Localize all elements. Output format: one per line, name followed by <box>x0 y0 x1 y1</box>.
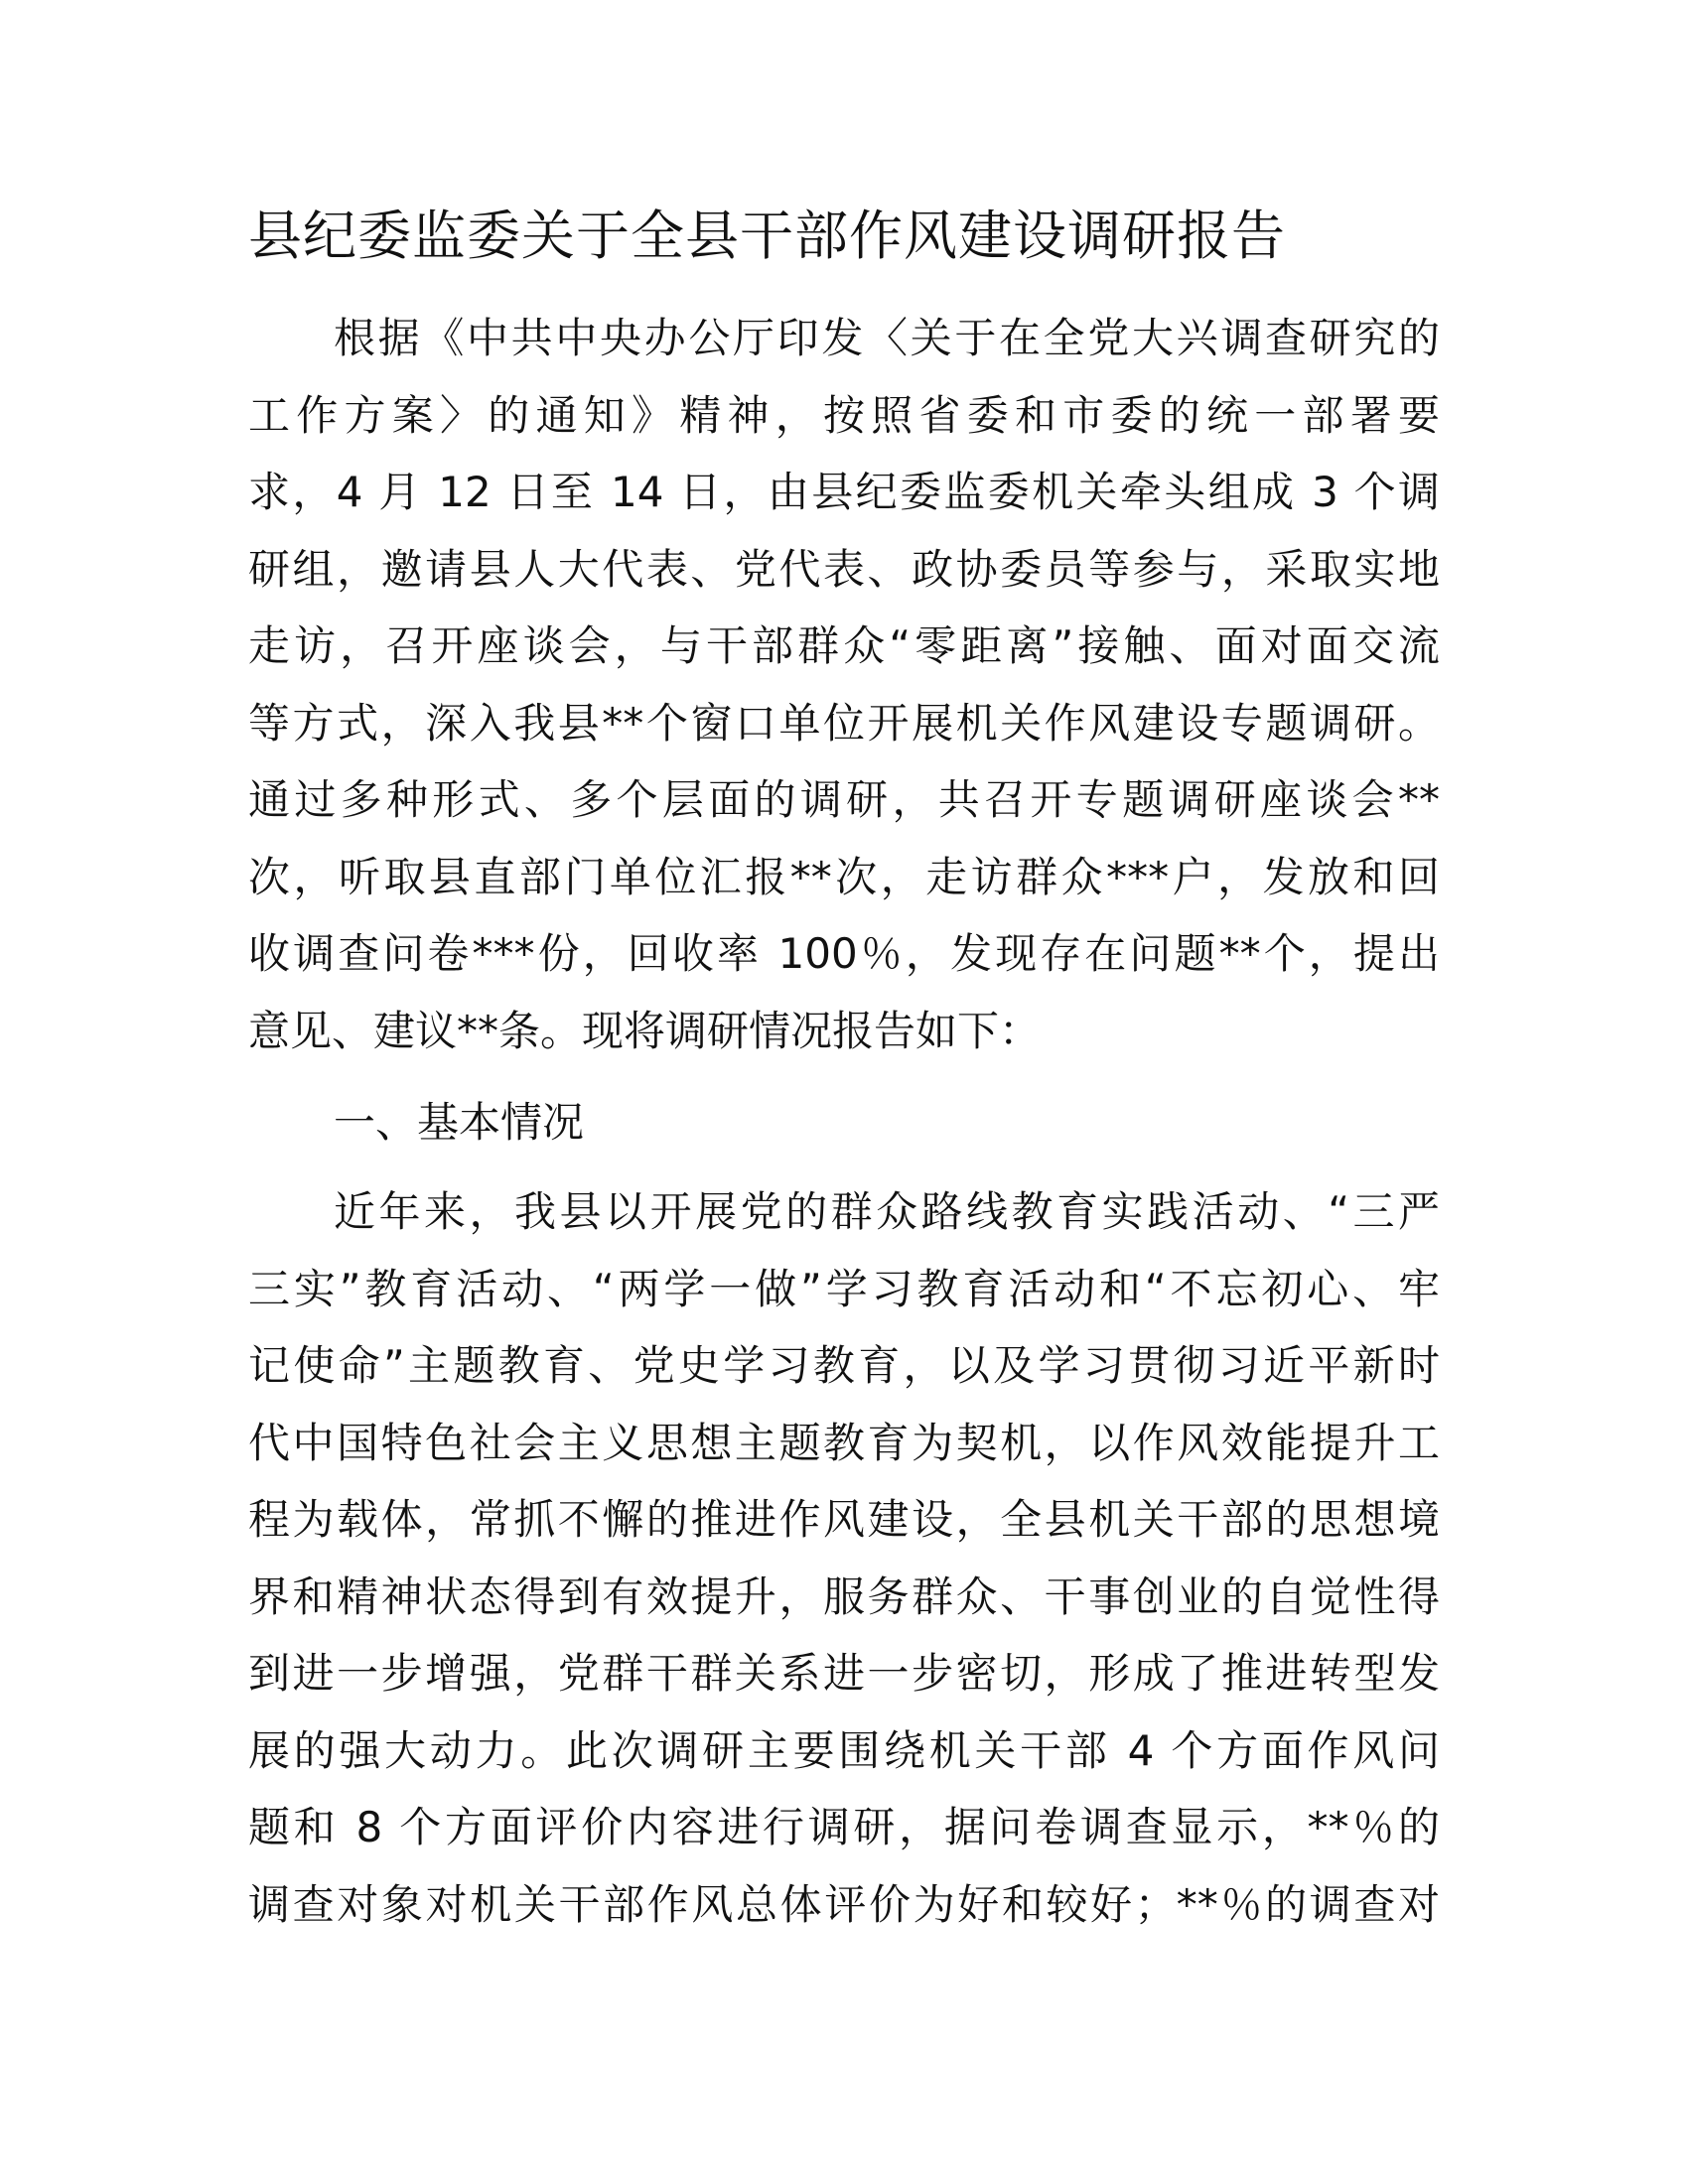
text-line: 工作方案〉的通知》精神，按照省委和市委的统一部署要 <box>248 390 1440 440</box>
text-line: 近年来，我县以开展党的群众路线教育实践活动、“三严 <box>334 1187 1440 1236</box>
text-line: 通过多种形式、多个层面的调研，共召开专题调研座谈会** <box>248 775 1440 824</box>
text-line: 意见、建议**条。现将调研情况报告如下： <box>248 1006 1042 1055</box>
text-line: 代中国特色社会主义思想主题教育为契机，以作风效能提升工 <box>248 1418 1440 1467</box>
text-line: 根据《中共中央办公厅印发〈关于在全党大兴调查研究的 <box>334 314 1440 362</box>
section-heading <box>248 1084 1440 1161</box>
text-line: 记使命”主题教育、党史学习教育，以及学习贯彻习近平新时 <box>248 1341 1440 1390</box>
text-line: 等方式，深入我县**个窗口单位开展机关作风建设专题调研。 <box>248 698 1440 748</box>
text-line: 界和精神状态得到有效提升，服务群众、干事创业的自觉性得 <box>248 1571 1440 1621</box>
intro-paragraph <box>248 300 1440 1069</box>
text-line: 题和 8 个方面评价内容进行调研，据问卷调查显示，**％的 <box>248 1803 1440 1851</box>
section-heading-text: 一、基本情况 <box>334 1098 585 1147</box>
text-line: 收调查问卷***份，回收率 100％，发现存在问题**个，提出 <box>248 929 1440 978</box>
section-paragraph <box>248 1173 1440 1943</box>
text-line: 走访，召开座谈会，与干部群众“零距离”接触、面对面交流 <box>248 621 1440 670</box>
text-line: 调查对象对机关干部作风总体评价为好和较好；**％的调查对 <box>248 1879 1440 1929</box>
document-title: 县纪委监委关于全县干部作风建设调研报告 <box>248 205 1286 267</box>
text-line: 到进一步增强，党群干群关系进一步密切，形成了推进转型发 <box>248 1649 1440 1698</box>
text-line: 三实”教育活动、“两学一做”学习教育活动和“不忘初心、牢 <box>248 1264 1440 1313</box>
text-line: 展的强大动力。此次调研主要围绕机关干部 4 个方面作风问 <box>248 1725 1440 1775</box>
text-line: 求，4 月 12 日至 14 日，由县纪委监委机关牵头组成 3 个调 <box>248 468 1440 516</box>
text-line: 研组，邀请县人大代表、党代表、政协委员等参与，采取实地 <box>248 544 1440 594</box>
text-line: 程为载体，常抓不懈的推进作风建设，全县机关干部的思想境 <box>248 1495 1440 1544</box>
text-line: 次，听取县直部门单位汇报**次，走访群众***户，发放和回 <box>248 852 1440 901</box>
